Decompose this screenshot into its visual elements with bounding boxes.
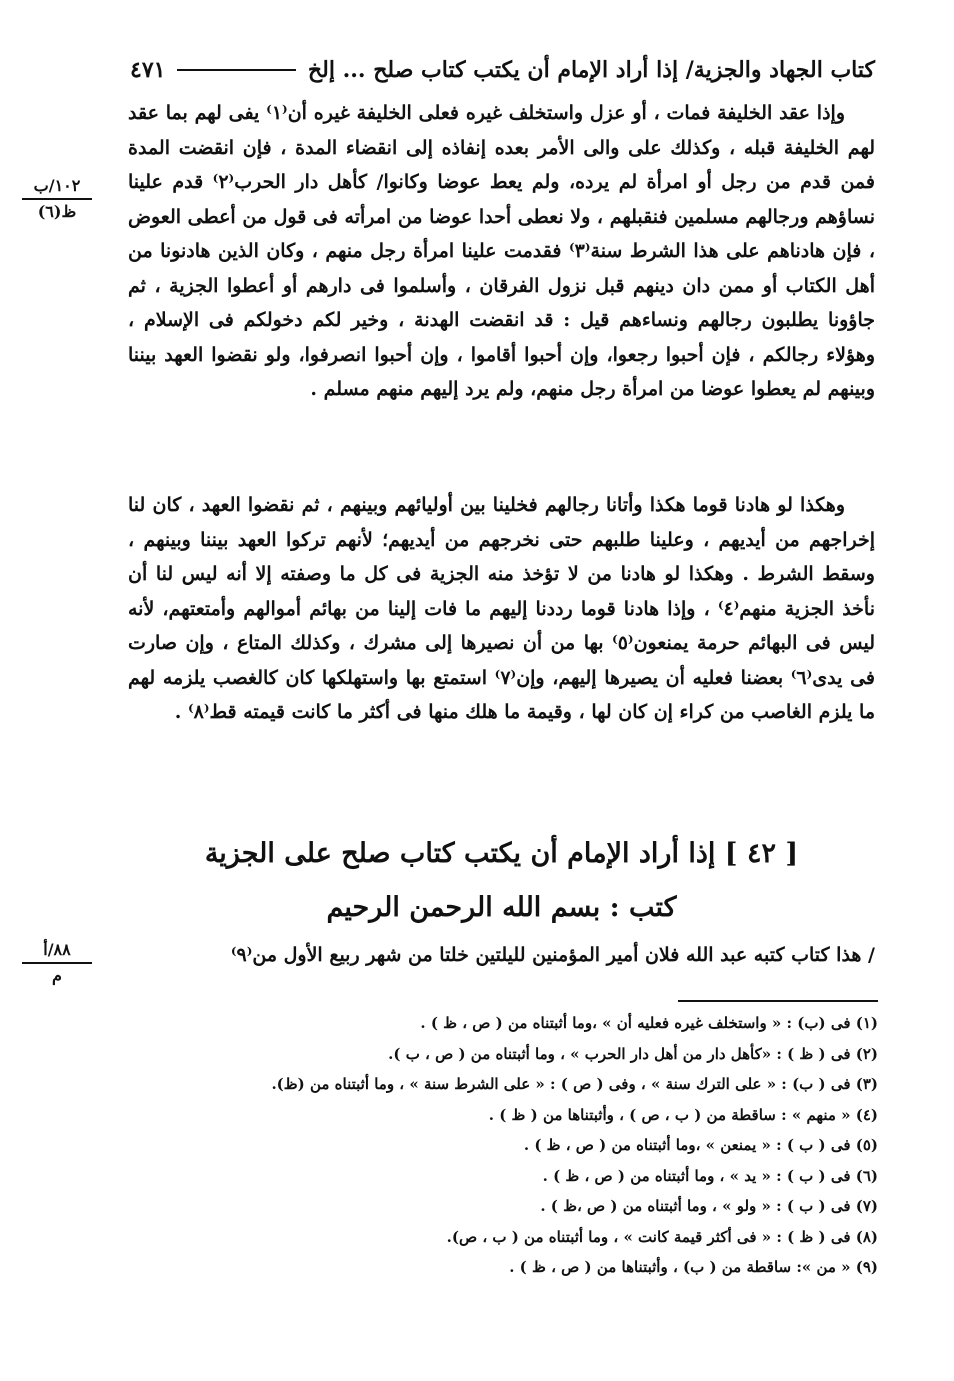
footnote: (٤) « منهم » : ساقطة من ( ب ، ص ) ، وأثبتناها من ( ظ ) . xyxy=(488,1105,878,1124)
margin-note-folio: ١٠٢/ب xyxy=(22,176,92,200)
footnote: (٥) فى ( ب ) : « يمنعن » ،وما أثبتناه من ( ص ، ظ ) . xyxy=(523,1136,878,1154)
footnotes xyxy=(240,1008,878,1283)
footnote: (٣) فى ( ب) : « على الترك سنة » ، وفى ( ص ) : « على الشرط سنة » ، وما أثبتناه من (ظ). xyxy=(271,1075,878,1093)
footnote: (٦) فى ( ب ) : « يد » ، وما أثبتناه من ( ص ، ظ ) . xyxy=(542,1166,878,1185)
paragraph xyxy=(128,488,875,730)
chapter-subtitle: كتب : بسم الله الرحمن الرحيم xyxy=(326,892,677,923)
margin-note-folio: ٨٨/أ xyxy=(22,940,92,964)
footnote-separator xyxy=(678,1000,878,1002)
footnote: (٢) فى ( ظ ) : «كأهل دار من أهل دار الحرب » ، وما أثبتناه من ( ص ، ب ). xyxy=(388,1044,878,1063)
footnote: (٧) فى ( ب ) : « ولو » ، وما أثبتناه من ( ص ،ظ ) . xyxy=(540,1197,878,1215)
margin-note xyxy=(22,940,92,986)
header-title: كتاب الجهاد والجزية/ إذا أراد الإمام أن يكتب كتاب صلح ... إلخ xyxy=(307,57,875,83)
header-rule xyxy=(177,69,295,71)
margin-note xyxy=(22,176,92,222)
running-header xyxy=(130,50,875,90)
margin-note-manuscript: ظ(٦) xyxy=(37,202,77,221)
footnote: (٩) « من »: ساقطة من ( ب) ، وأثبتناها من ( ص ، ظ ) . xyxy=(509,1258,878,1276)
paragraph-text: وهكذا لو هادنا قوما هكذا وأتانا رجالهم فخلينا بين أوليائهم وبينهم ، ثم نقضوا العهد ، كان لنا إخراجهم من أيديهم ، وعلينا طلبهم حتى نخرجهم من أيديهم؛ لأنهم تركوا العهد بيننا وبينهم ، وسقط الشرط . وهكذا لو هادنا من لا تؤخذ منه الجزية فى كل ما وصفته إلا أنه ليس لنا أن نأخذ الجزية منهم⁽٤⁾ ، وإذا هادنا قوما رددنا إليهم ما فات إلينا من بهائم أموالهم وأمتعتهم، لأنه ليس فى البهائم حرمة يمنعون⁽٥⁾ بها من أن نصيرها إلى مشرك ، وكذلك المتاع ، وإن صارت فى يدى⁽٦⁾ بعضنا فعليه أن يصيرها إليهم، وإن⁽٧⁾ استمتع بها واستهلكها كان كالغصب يلزمه لهم ما يلزم الغاصب من كراء إن كان لها ، وقيمة ما هلك منها فى أكثر ما كانت قيمته قط⁽٨⁾ . xyxy=(128,494,875,723)
margin-note-manuscript: م xyxy=(52,966,62,985)
document-text-line: / هذا كتاب كتبه عبد الله فلان أمير المؤمنين لليلتين خلتا من شهر ربيع الأول من⁽٩⁾ xyxy=(230,944,875,966)
paragraph-text: وإذا عقد الخليفة فمات ، أو عزل واستخلف غيره فعلى الخليفة غيره أن⁽١⁾ يفى لهم بما عقد لهم الخليفة قبله ، وكذلك على والى الأمر بعده إنفاذه إلى انقضاء المدة ، فإن انقضت المدة فمن قدم من رجل أو امرأة لم يرده، ولم يعط عوضا وكانوا/ كأهل دار الحرب⁽٢⁾ قدم علينا نساؤهم ورجالهم مسلمين فنقبلهم ، ولا نعطى أحدا عوضا من امرأته فى قول من أعطى العوض ، فإن هادناهم على هذا الشرط سنة⁽٣⁾ فقدمت علينا امرأة رجل منهم ، وكان الذين هادنونا من أهل الكتاب أو ممن دان دينهم قبل نزول الفرقان ، وأسلموا فى دارهم أو أعطوا الجزية ، ثم جاؤونا يطلبون رجالهم ونساءهم قيل : قد انقضت الهدنة ، وخير لكم دخولكم فى الإسلام ، وهؤلاء رجالكم ، فإن أحبوا رجعوا، وإن أحبوا أقاموا ، وإن أحبوا انصرفوا، ولو نقضوا العهد بيننا وبينهم لم يعطوا عوضا من امرأة رجل منهم، ولم يرد إليهم منهم مسلم . xyxy=(128,102,875,400)
footnote: (١) فى (ب) : « واستخلف غيره فعليه أن » ،وما أثبتناه من ( ص ، ظ ) . xyxy=(420,1014,878,1032)
chapter-heading: [ ٤٢ ] إذا أراد الإمام أن يكتب كتاب صلح على الجزية xyxy=(204,838,799,869)
paragraph xyxy=(128,96,875,407)
page-number: ٤٧١ xyxy=(130,57,166,83)
footnote: (٨) فى ( ظ ) : « فى أكثر قيمة كانت » ، وما أثبتناه من ( ب ، ص). xyxy=(446,1227,878,1246)
